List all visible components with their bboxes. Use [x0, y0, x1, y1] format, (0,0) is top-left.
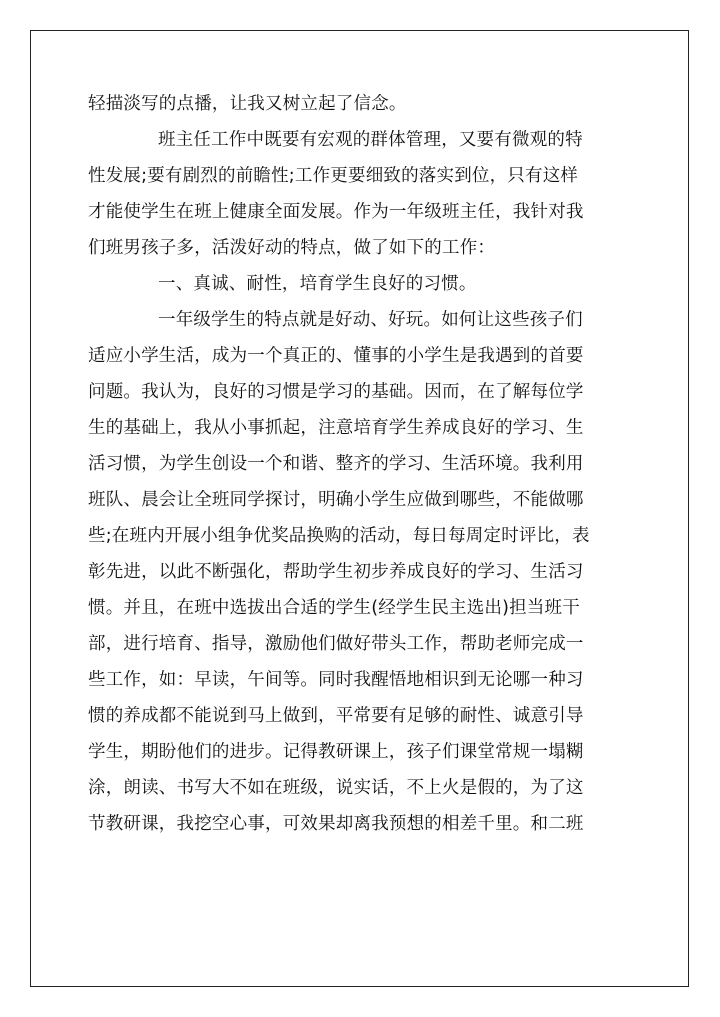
- text-line: 一年级学生的特点就是好动、好玩。如何让这些孩子们: [158, 310, 583, 330]
- text-line: 适应小学生活，成为一个真正的、懂事的小学生是我遇到的首要: [88, 346, 584, 366]
- text-line: 班队、晨会让全班同学探讨，明确小学生应做到哪些，不能做哪: [88, 490, 584, 510]
- text-line: 们班男孩子多，活泼好动的特点，做了如下的工作：: [88, 238, 496, 258]
- text-line: 问题。我认为，良好的习惯是学习的基础。因而，在了解每位学: [88, 382, 584, 402]
- text-line: 些工作，如：早读，午间等。同时我醒悟地相识到无论哪一种习: [88, 670, 584, 690]
- text-line: 生的基础上，我从小事抓起，注意培育学生养成良好的学习、生: [88, 418, 584, 438]
- document-body: [88, 86, 633, 842]
- text-line: 轻描淡写的点播，让我又树立起了信念。: [88, 94, 407, 114]
- text-line: 班主任工作中既要有宏观的群体管理，又要有微观的特: [158, 130, 583, 150]
- section-heading: 一、真诚、耐性，培育学生良好的习惯。: [158, 274, 477, 294]
- text-line: 性发展;要有剧烈的前瞻性;工作更要细致的落实到位，只有这样: [88, 166, 579, 186]
- text-line: 些;在班内开展小组争优奖品换购的活动，每日每周定时评比，表: [88, 526, 590, 546]
- text-line: 活习惯，为学生创设一个和谐、整齐的学习、生活环境。我利用: [88, 454, 584, 474]
- text-line: 惯的养成都不能说到马上做到，平常要有足够的耐性、诚意引导: [88, 706, 584, 726]
- text-line: 学生，期盼他们的进步。记得教研课上，孩子们课堂常规一塌糊: [88, 742, 584, 762]
- text-line: 涂，朗读、书写大不如在班级，说实话，不上火是假的，为了这: [88, 778, 584, 798]
- text-line: 部，进行培育、指导，激励他们做好带头工作，帮助老师完成一: [88, 634, 584, 654]
- text-line: 节教研课，我挖空心事，可效果却离我预想的相差千里。和二班: [88, 814, 584, 834]
- text-line: 才能使学生在班上健康全面发展。作为一年级班主任，我针对我: [88, 202, 584, 222]
- text-line: 惯。并且，在班中选拔出合适的学生(经学生民主选出)担当班干: [88, 598, 580, 618]
- text-line: 彰先进，以此不断强化，帮助学生初步养成良好的学习、生活习: [88, 562, 584, 582]
